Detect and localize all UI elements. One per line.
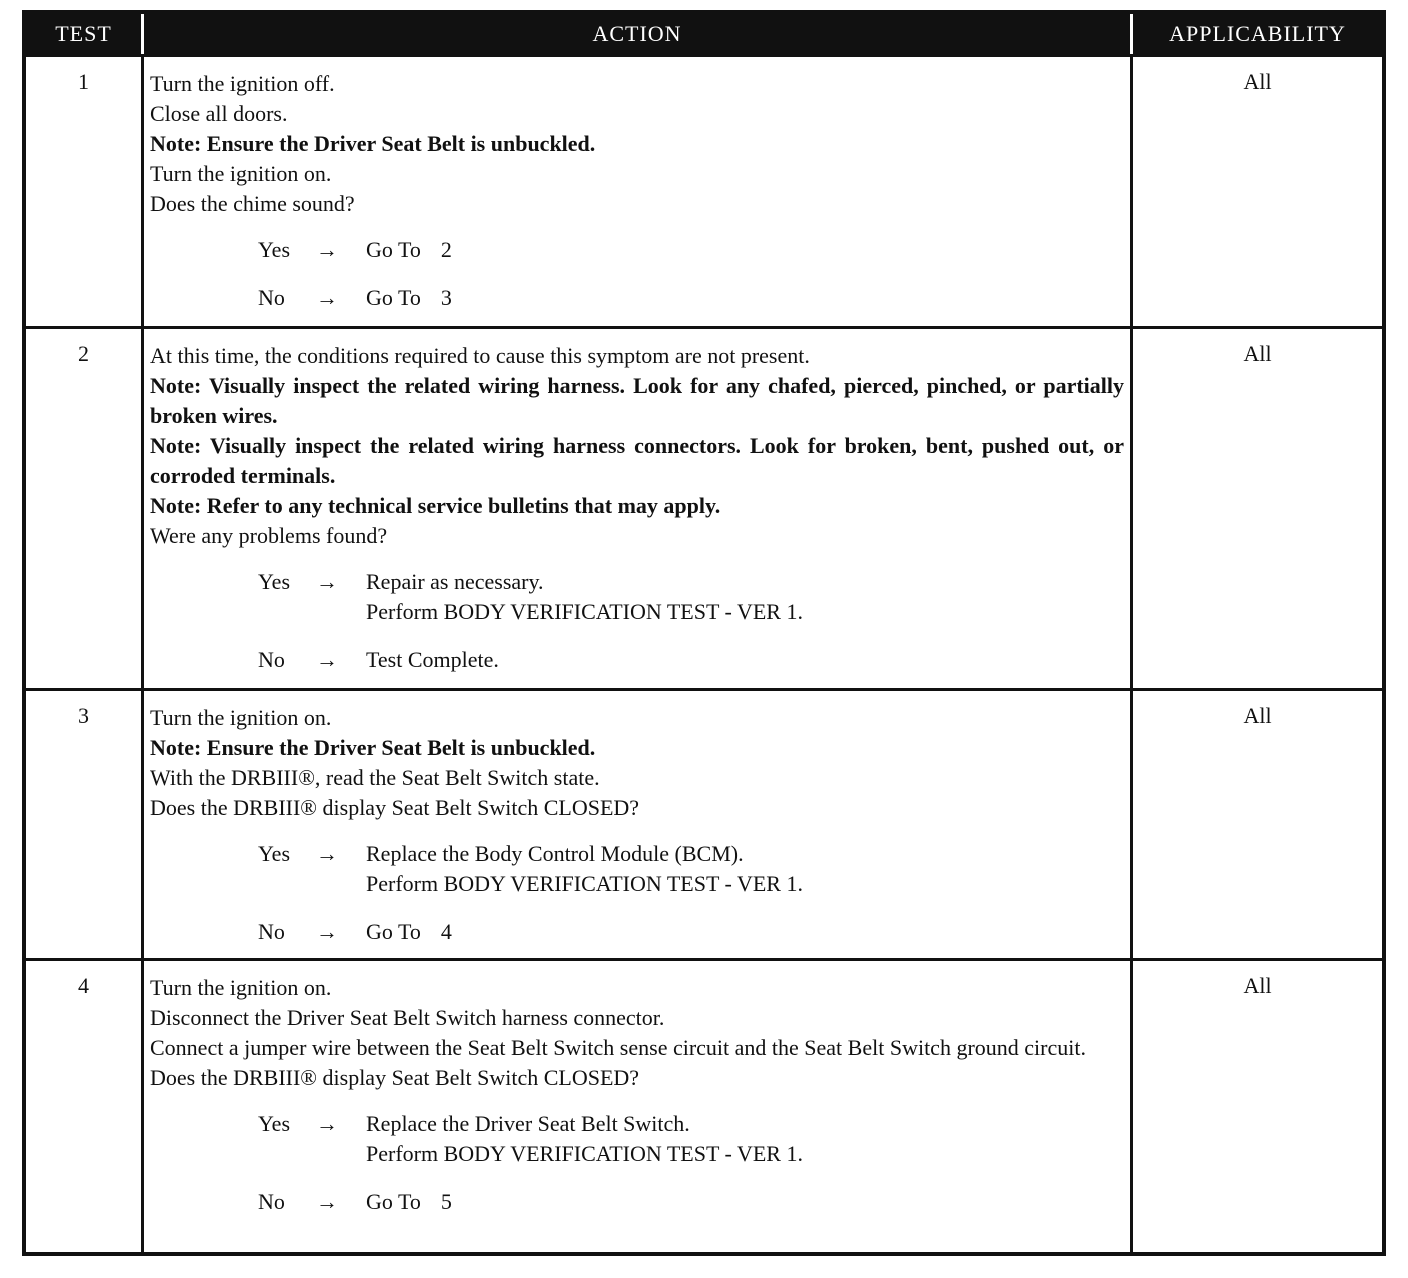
outcome-result xyxy=(366,283,1124,313)
answer-no: No xyxy=(258,919,285,944)
action-line: Turn the ignition on. xyxy=(150,705,332,730)
result-line: Repair as necessary. xyxy=(366,569,544,594)
action-note: Note: Ensure the Driver Seat Belt is unbuckled. xyxy=(150,131,596,156)
action-line: Connect a jumper wire between the Seat Belt Switch sense circuit and the Seat Belt Switch ground circuit. xyxy=(150,1035,1086,1060)
test-number: 1 xyxy=(26,57,144,326)
outcome-yes xyxy=(150,235,1124,265)
diagnostic-table xyxy=(22,10,1386,1256)
header-action: ACTION xyxy=(144,14,1133,54)
goto-label: Go To xyxy=(366,285,421,310)
answer-yes: Yes xyxy=(258,1111,291,1136)
action-cell xyxy=(144,329,1133,688)
test-number: 3 xyxy=(26,691,144,958)
result-line: Replace the Body Control Module (BCM). xyxy=(366,841,744,866)
answer-yes: Yes xyxy=(258,841,291,866)
test-number: 4 xyxy=(26,961,144,1252)
result-line: Test Complete. xyxy=(366,647,499,672)
answer-no: No xyxy=(258,1189,285,1214)
action-question: Does the chime sound? xyxy=(150,191,355,216)
action-note: Note: Visually inspect the related wiring harness. Look for any chafed, pierced, pinched, or partially broken wires. xyxy=(150,373,1124,428)
answer-yes: Yes xyxy=(258,237,291,262)
result-line: Perform BODY VERIFICATION TEST - VER 1. xyxy=(366,1141,803,1166)
applicability: All xyxy=(1243,973,1272,998)
action-line: At this time, the conditions required to cause this symptom are not present. xyxy=(150,343,810,368)
outcomes xyxy=(150,567,1124,675)
goto-label: Go To xyxy=(366,237,421,262)
answer-no: No xyxy=(258,647,285,672)
answer-no: No xyxy=(258,285,285,310)
action-note: Note: Visually inspect the related wiring harness connectors. Look for broken, bent, pushed out, or corroded terminals. xyxy=(150,433,1124,488)
outcome-no xyxy=(150,1187,1124,1217)
table-header xyxy=(26,14,1382,54)
applicability: All xyxy=(1243,341,1272,366)
outcome-yes xyxy=(150,839,1124,899)
action-note: Note: Ensure the Driver Seat Belt is unbuckled. xyxy=(150,735,596,760)
answer-yes: Yes xyxy=(258,569,291,594)
arrow-right-icon: → xyxy=(316,841,338,866)
result-line: Replace the Driver Seat Belt Switch. xyxy=(366,1111,690,1136)
arrow-right-icon: → xyxy=(316,285,338,310)
arrow-right-icon: → xyxy=(316,647,338,672)
arrow-right-icon: → xyxy=(316,919,338,944)
action-line: Turn the ignition off. xyxy=(150,71,335,96)
goto-label: Go To xyxy=(366,1189,421,1214)
action-cell xyxy=(144,691,1133,958)
action-question: Were any problems found? xyxy=(150,523,388,548)
table-row xyxy=(26,688,1382,958)
goto-target: 2 xyxy=(440,237,452,262)
outcomes xyxy=(150,839,1124,947)
action-cell xyxy=(144,961,1133,1252)
arrow-right-icon: → xyxy=(316,1111,338,1136)
goto-target: 3 xyxy=(440,285,452,310)
action-question: Does the DRBIII® display Seat Belt Switch CLOSED? xyxy=(150,1065,640,1090)
outcome-result xyxy=(366,1109,1124,1169)
arrow-right-icon: → xyxy=(316,1189,338,1214)
arrow-right-icon: → xyxy=(316,237,338,262)
action-line: Close all doors. xyxy=(150,101,288,126)
action-line: With the DRBIII®, read the Seat Belt Switch state. xyxy=(150,765,600,790)
outcome-yes xyxy=(150,1109,1124,1169)
result-line: Perform BODY VERIFICATION TEST - VER 1. xyxy=(366,599,803,624)
applicability: All xyxy=(1243,703,1272,728)
action-line: Disconnect the Driver Seat Belt Switch harness connector. xyxy=(150,1005,665,1030)
outcome-result xyxy=(366,235,1124,265)
action-cell xyxy=(144,57,1133,326)
outcome-no xyxy=(150,645,1124,675)
action-line: Turn the ignition on. xyxy=(150,975,332,1000)
table-row xyxy=(26,958,1382,1252)
outcomes xyxy=(150,235,1124,313)
outcome-result xyxy=(366,567,1124,627)
outcomes xyxy=(150,1109,1124,1217)
outcome-result xyxy=(366,645,1124,675)
applicability: All xyxy=(1243,69,1272,94)
action-line: Turn the ignition on. xyxy=(150,161,332,186)
outcome-no xyxy=(150,917,1124,947)
goto-target: 5 xyxy=(440,1189,452,1214)
outcome-result xyxy=(366,917,1124,947)
outcome-result xyxy=(366,1187,1124,1217)
test-number: 2 xyxy=(26,329,144,688)
action-note: Note: Refer to any technical service bulletins that may apply. xyxy=(150,493,721,518)
outcome-yes xyxy=(150,567,1124,627)
result-line: Perform BODY VERIFICATION TEST - VER 1. xyxy=(366,871,803,896)
outcome-result xyxy=(366,839,1124,899)
outcome-no xyxy=(150,283,1124,313)
table-row xyxy=(26,54,1382,326)
action-question: Does the DRBIII® display Seat Belt Switch CLOSED? xyxy=(150,795,640,820)
header-test: TEST xyxy=(26,14,144,54)
table-row xyxy=(26,326,1382,688)
arrow-right-icon: → xyxy=(316,569,338,594)
goto-target: 4 xyxy=(440,919,452,944)
header-applicability: APPLICABILITY xyxy=(1169,21,1346,46)
goto-label: Go To xyxy=(366,919,421,944)
